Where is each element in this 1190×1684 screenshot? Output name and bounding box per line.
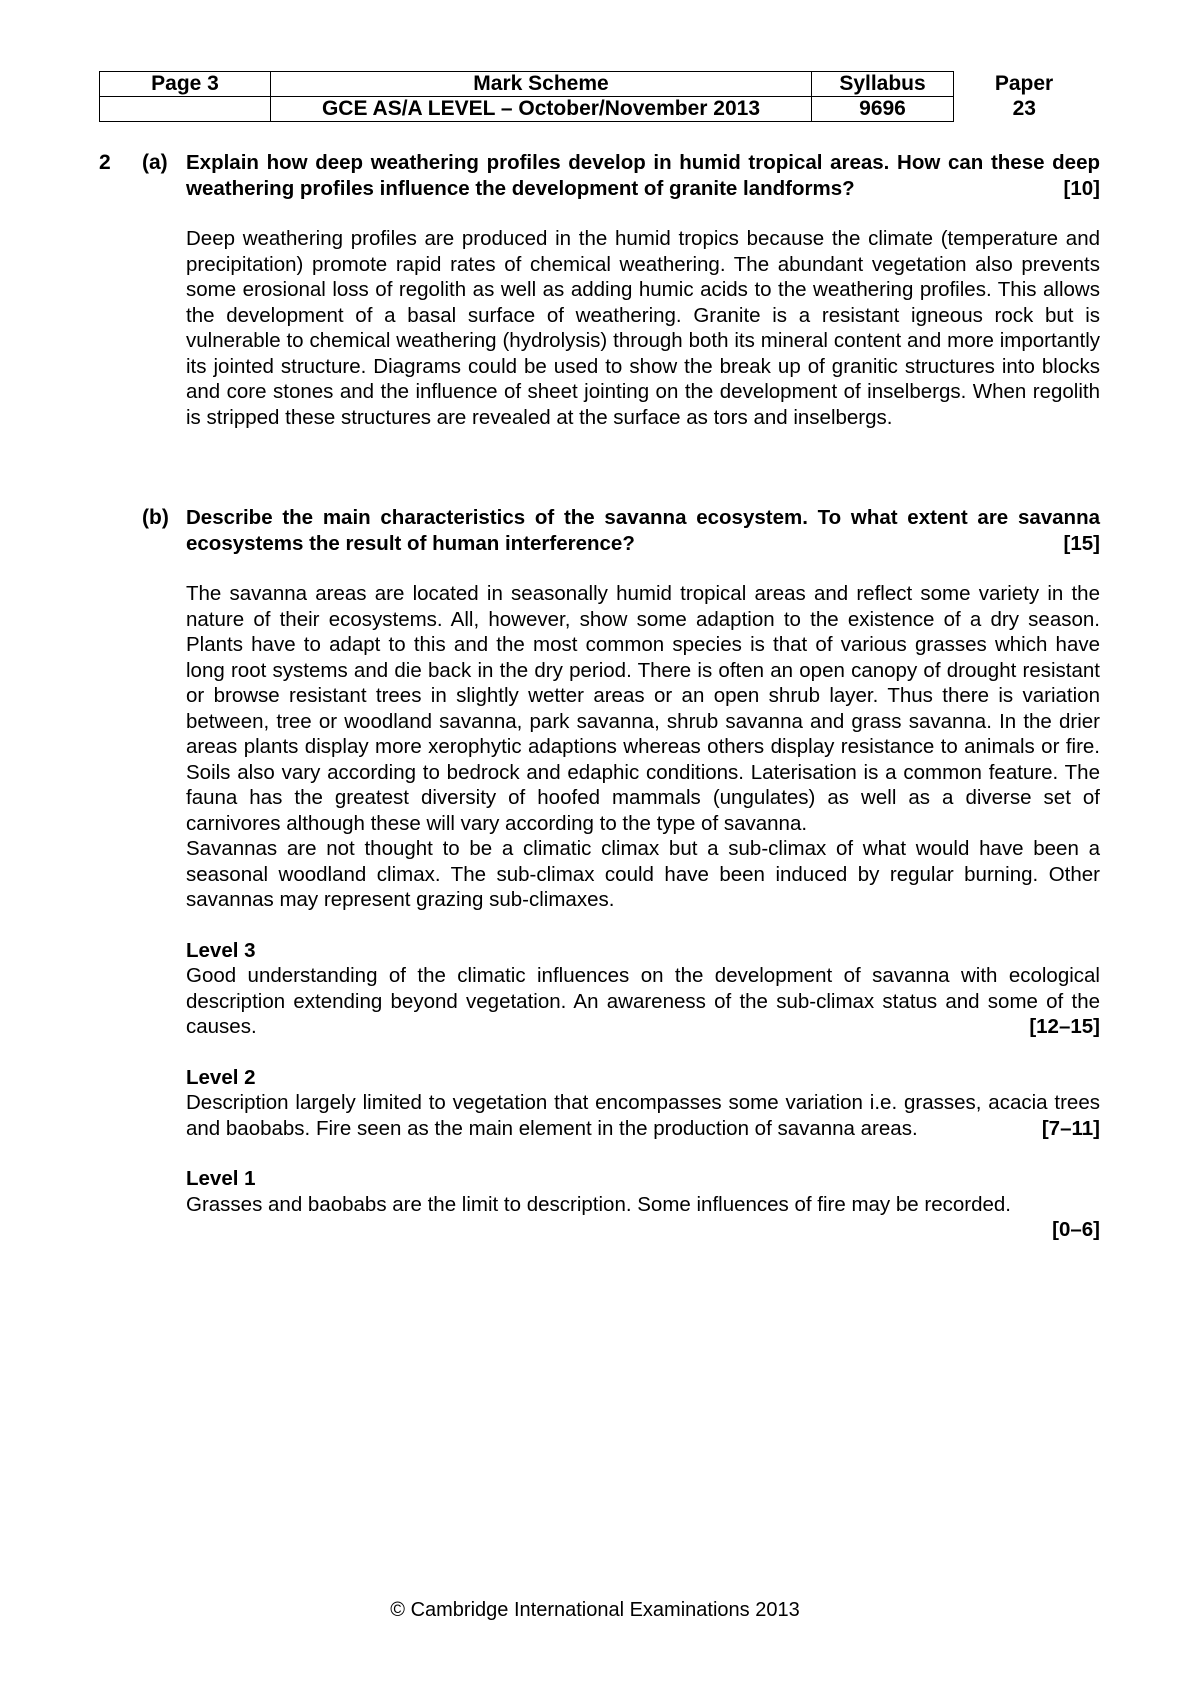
level-2-block xyxy=(186,1065,1100,1142)
level-3-text xyxy=(186,963,1100,1040)
part-b-block xyxy=(186,505,1100,1243)
header-row-labels xyxy=(100,72,1095,97)
header-paper-label: Paper xyxy=(994,72,1054,95)
part-a-block xyxy=(186,150,1100,430)
part-a-answer-text: Deep weathering profiles are produced in the humid tropics because the climate (temperature and precipitation) promote rapid rates of chemical weathering. The abundant vegetation also prevents some erosional loss of regolith as well as adding humic acids to the weathering profiles. This allows the development of a basal surface of weathering. Granite is a resistant igneous rock but is vulnerable to chemical weathering (hydrolysis) through both its mineral content and more importantly its jointed structure. Diagrams could be used to show the break up of granitic structures into blocks and core stones and the influence of sheet jointing on the development of inselbergs. When regolith is stripped these structures are revealed at the surface as tors and inselbergs. xyxy=(186,227,1100,429)
level-1-text: Grasses and baobabs are the limit to description. Some influences of fire may be recorded. xyxy=(186,1192,1011,1216)
part-a-prompt xyxy=(186,150,1100,201)
part-b-marks: [15] xyxy=(1063,531,1100,555)
part-b-prompt xyxy=(186,505,1100,556)
level-1-block xyxy=(186,1166,1100,1243)
level-2-title: Level 2 xyxy=(186,1065,256,1089)
header-paper-value: 23 xyxy=(1012,97,1036,120)
header-page-label: Page 3 xyxy=(100,72,271,97)
part-a-prompt-text: Explain how deep weathering profiles develop in humid tropical areas. How can these deep weathering profiles influence the development of granite landforms? xyxy=(186,151,1100,200)
header-syllabus-value: 9696 xyxy=(812,97,954,122)
footer-copyright: © Cambridge International Examinations 2013 xyxy=(390,1599,800,1621)
level-2-text xyxy=(186,1090,1100,1141)
header-mark-scheme-label: Mark Scheme xyxy=(271,72,812,97)
header-syllabus-label: Syllabus xyxy=(812,72,954,97)
part-a-marks: [10] xyxy=(1063,176,1100,200)
level-1-title: Level 1 xyxy=(186,1167,256,1190)
level-3-range: [12–15] xyxy=(1029,1015,1100,1038)
level-2-description: Description largely limited to vegetation that encompasses some variation i.e. grasses, acacia trees and baobabs. Fire seen as the main element in the production of savanna areas. xyxy=(186,1091,1100,1140)
part-b-prompt-text: Describe the main characteristics of the savanna ecosystem. To what extent are savanna ecosystems the result of human interference? xyxy=(186,506,1100,555)
part-b-label: (b) xyxy=(142,506,169,529)
part-b-answer-p1: The savanna areas are located in seasonally humid tropical areas and reflect some variety in the nature of their ecosystems. All, however, show some adaption to the existence of a dry season. Plants have to adapt to this and the most common species is that of various grasses which have long root systems and die back in the dry period. There is often an open canopy of drought resistant or browse resistant trees in slightly wetter areas or an open shrub layer. Thus there is variation between, tree or woodland savanna, park savanna, shrub savanna and grass savanna. In the drier areas plants display more xerophytic adaptions whereas others display resistance to animals or fire. Soils also vary according to bedrock and edaphic conditions. Laterisation is a common feature. The fauna has the greatest diversity of hoofed mammals (ungulates) as well as a diverse set of carnivores although these will vary according to the type of savanna. xyxy=(186,582,1100,835)
level-3-block xyxy=(186,938,1100,1040)
header-row-values xyxy=(100,97,1095,122)
part-b-answer-p2: Savannas are not thought to be a climatic climax but a sub-climax of what would have been a seasonal woodland climax. The sub-climax could have been induced by regular burning. Other savannas may represent grazing sub-climaxes. xyxy=(186,837,1100,911)
header-page-value xyxy=(100,97,271,122)
level-2-range: [7–11] xyxy=(1041,1116,1100,1140)
level-3-description: Good understanding of the climatic influences on the development of savanna with ecological description extending beyond vegetation. An awareness of the sub-climax status and some of the causes. xyxy=(186,964,1100,1038)
level-3-title: Level 3 xyxy=(186,938,256,962)
part-a-label: (a) xyxy=(142,151,168,174)
question-number: 2 xyxy=(99,151,111,174)
header-exam-value: GCE AS/A LEVEL – October/November 2013 xyxy=(271,97,812,122)
part-b-answer xyxy=(186,581,1100,913)
header-table xyxy=(99,71,1095,122)
part-a-answer xyxy=(186,226,1100,430)
level-1-range: [0–6] xyxy=(1052,1218,1100,1241)
